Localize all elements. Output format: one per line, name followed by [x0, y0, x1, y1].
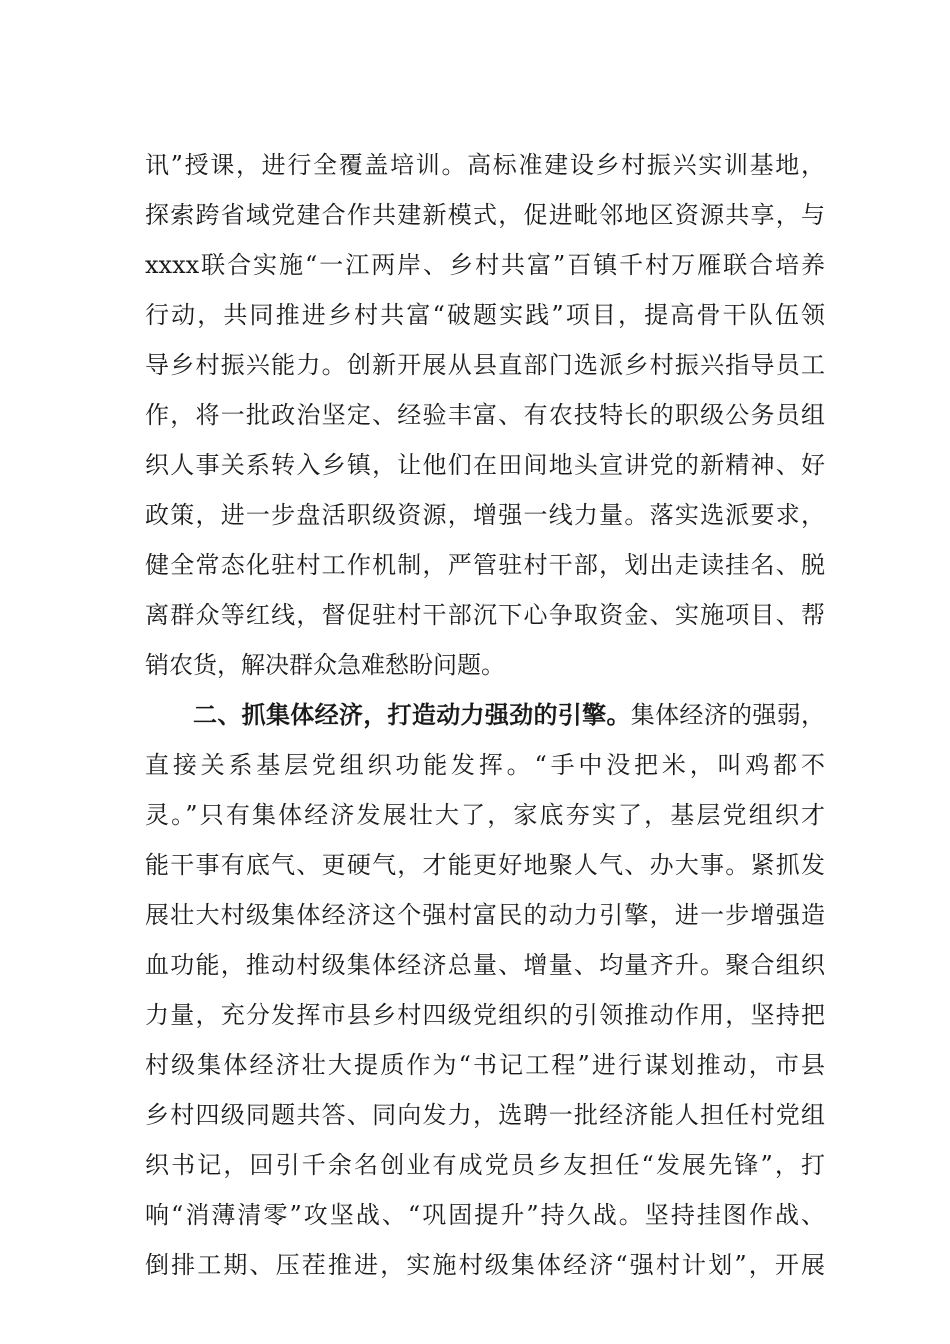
- text-line: 探索跨省域党建合作共建新模式，促进毗邻地区资源共享，与: [145, 201, 825, 229]
- section-heading-line: [145, 690, 825, 740]
- text-line: 灵。”只有集体经济发展壮大了，家底夯实了，基层党组织才: [145, 801, 825, 829]
- text-line: 展壮大村级集体经济这个强村富民的动力引擎，进一步增强造: [145, 901, 825, 929]
- paragraph-1: [145, 140, 825, 690]
- body-text: [145, 140, 825, 1290]
- text-line: 乡村四级同题共答、同向发力，选聘一批经济能人担任村党组: [145, 1101, 825, 1129]
- text-line: 讯”授课，进行全覆盖培训。高标准建设乡村振兴实训基地，: [145, 151, 825, 179]
- text-line: 倒排工期、压茬推进，实施村级集体经济“强村计划”，开展: [145, 1251, 825, 1279]
- text-line: 导乡村振兴能力。创新开展从县直部门选派乡村振兴指导员工: [145, 351, 825, 379]
- text-line: 响“消薄清零”攻坚战、“巩固提升”持久战。坚持挂图作战、: [145, 1201, 825, 1229]
- text-line: 织书记，回引千余名创业有成党员乡友担任“发展先锋”，打: [145, 1151, 825, 1179]
- text-line: 直接关系基层党组织功能发挥。“手中没把米，叫鸡都不: [145, 751, 825, 779]
- text-line: 村级集体经济壮大提质作为“书记工程”进行谋划推动，市县: [145, 1051, 825, 1079]
- text-line: 作，将一批政治坚定、经验丰富、有农技特长的职级公务员组: [145, 401, 825, 429]
- text-line: xxxx联合实施“一江两岸、乡村共富”百镇千村万雁联合培养: [145, 251, 825, 279]
- text-line: 能干事有底气、更硬气，才能更好地聚人气、办大事。紧抓发: [145, 851, 825, 879]
- text-line: 力量，充分发挥市县乡村四级党组织的引领推动作用，坚持把: [145, 1001, 825, 1029]
- text-run: 集体经济的强弱，: [630, 701, 825, 729]
- text-line: 行动，共同推进乡村共富“破题实践”项目，提高骨干队伍领: [145, 301, 825, 329]
- text-line: 离群众等红线，督促驻村干部沉下心争取资金、实施项目、帮: [145, 601, 825, 629]
- paragraph-2: [145, 690, 825, 1290]
- section-heading: 二、抓集体经济，打造动力强劲的引擎。: [193, 700, 631, 729]
- text-line: 血功能，推动村级集体经济总量、增量、均量齐升。聚合组织: [145, 951, 825, 979]
- text-line: 织人事关系转入乡镇，让他们在田间地头宣讲党的新精神、好: [145, 451, 825, 479]
- text-line: 销农货，解决群众急难愁盼问题。: [145, 651, 505, 679]
- text-line: 政策，进一步盘活职级资源，增强一线力量。落实选派要求，: [145, 501, 825, 529]
- text-line: 健全常态化驻村工作机制，严管驻村干部，划出走读挂名、脱: [145, 551, 825, 579]
